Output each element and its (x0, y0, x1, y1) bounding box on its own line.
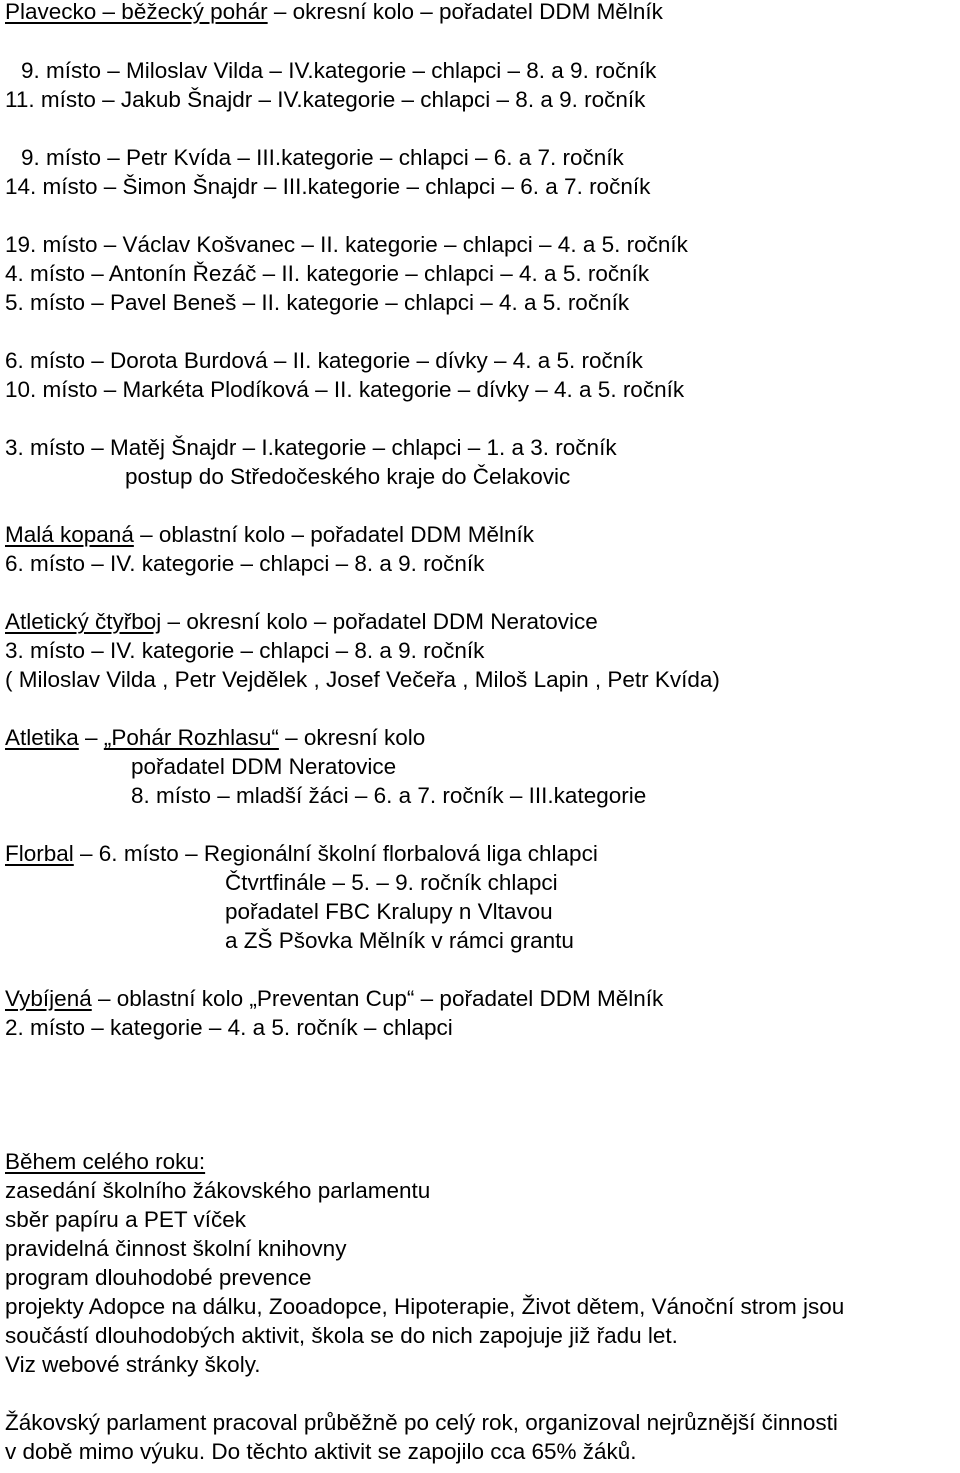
swimming-result: 6. místo – Dorota Burdová – II. kategorie – dívky – 4. a 5. ročník (5, 348, 643, 373)
swimming-result: 9. místo – Miloslav Vilda – IV.kategorie – chlapci – 8. a 9. ročník (21, 58, 657, 83)
year-item: pravidelná činnost školní knihovny (5, 1236, 347, 1261)
swimming-advance-note: postup do Středočeského kraje do Čelakovic (125, 464, 571, 489)
swimming-result: 3. místo – Matěj Šnajdr – I.kategorie – chlapci – 1. a 3. ročník (5, 435, 617, 460)
floorball-heading (5, 839, 598, 868)
athletics-four-heading (5, 607, 598, 636)
football-title-rest: – oblastní kolo – pořadatel DDM Mělník (133, 522, 535, 547)
swimming-heading (5, 0, 663, 26)
athletics-cup-heading (5, 723, 425, 752)
swimming-result: 5. místo – Pavel Beneš – II. kategorie – chlapci – 4. a 5. ročník (5, 290, 630, 315)
swimming-result: 4. místo – Antonín Řezáč – II. kategorie – chlapci – 4. a 5. ročník (5, 261, 650, 286)
athletics-four-title-rest: – okresní kolo – pořadatel DDM Neratovice (161, 609, 598, 634)
year-item: projekty Adopce na dálku, Zooadopce, Hipoterapie, Život dětem, Vánoční strom jsou (5, 1294, 845, 1319)
athletics-four-result: 3. místo – IV. kategorie – chlapci – 8. a 9. ročník (5, 638, 485, 663)
swimming-title-rest: – okresní kolo – pořadatel DDM Mělník (267, 0, 663, 24)
athletics-cup-title-rest: – okresní kolo (278, 725, 426, 750)
dodgeball-title-rest: – oblastní kolo „Preventan Cup“ – pořadatel DDM Mělník (91, 986, 664, 1011)
parliament-text: v době mimo výuku. Do těchto aktivit se zapojilo cca 65% žáků. (5, 1439, 637, 1464)
swimming-result: 14. místo – Šimon Šnajdr – III.kategorie – chlapci – 6. a 7. ročník (5, 174, 651, 199)
floorball-title-rest: – 6. místo – Regionální školní florbalová liga chlapci (73, 841, 598, 866)
floorball-organizer: pořadatel FBC Kralupy n Vltavou (225, 899, 553, 924)
dodgeball-title: Vybíjená (5, 986, 92, 1011)
athletics-four-title: Atletický čtyřboj (5, 609, 162, 634)
football-heading (5, 520, 534, 549)
football-title: Malá kopaná (5, 522, 134, 547)
football-result: 6. místo – IV. kategorie – chlapci – 8. a 9. ročník (5, 551, 485, 576)
year-heading (5, 1147, 205, 1176)
athletics-cup-organizer: pořadatel DDM Neratovice (131, 754, 397, 779)
swimming-result: 11. místo – Jakub Šnajdr – IV.kategorie – chlapci – 8. a 9. ročník (5, 87, 646, 112)
swimming-result: 19. místo – Václav Košvanec – II. kategorie – chlapci – 4. a 5. ročník (5, 232, 688, 257)
swimming-title: Plavecko – běžecký pohár (5, 0, 268, 24)
athletics-cup-dash: – (78, 725, 104, 750)
athletics-four-team: ( Miloslav Vilda , Petr Vejdělek , Josef Večeřa , Miloš Lapin , Petr Kvída) (5, 667, 720, 692)
year-item: program dlouhodobé prevence (5, 1265, 312, 1290)
dodgeball-heading (5, 984, 663, 1013)
year-item: sběr papíru a PET víček (5, 1207, 246, 1232)
parliament-text: Žákovský parlament pracoval průběžně po celý rok, organizoval nejrůznější činnosti (5, 1410, 838, 1435)
athletics-cup-name: „Pohár Rozhlasu“ (103, 725, 279, 750)
year-item: zasedání školního žákovského parlamentu (5, 1178, 431, 1203)
floorball-title: Florbal (5, 841, 74, 866)
year-item: Viz webové stránky školy. (5, 1352, 261, 1377)
swimming-result: 10. místo – Markéta Plodíková – II. kategorie – dívky – 4. a 5. ročník (5, 377, 685, 402)
athletics-cup-title: Atletika (5, 725, 79, 750)
floorball-round: Čtvrtfinále – 5. – 9. ročník chlapci (225, 870, 558, 895)
floorball-co-organizer: a ZŠ Pšovka Mělník v rámci grantu (225, 928, 574, 953)
dodgeball-result: 2. místo – kategorie – 4. a 5. ročník – chlapci (5, 1015, 453, 1040)
year-heading-text: Během celého roku: (5, 1149, 206, 1174)
year-item: součástí dlouhodobých aktivit, škola se do nich zapojuje již řadu let. (5, 1323, 678, 1348)
swimming-result: 9. místo – Petr Kvída – III.kategorie – chlapci – 6. a 7. ročník (21, 145, 624, 170)
athletics-cup-result: 8. místo – mladší žáci – 6. a 7. ročník – III.kategorie (131, 783, 647, 808)
